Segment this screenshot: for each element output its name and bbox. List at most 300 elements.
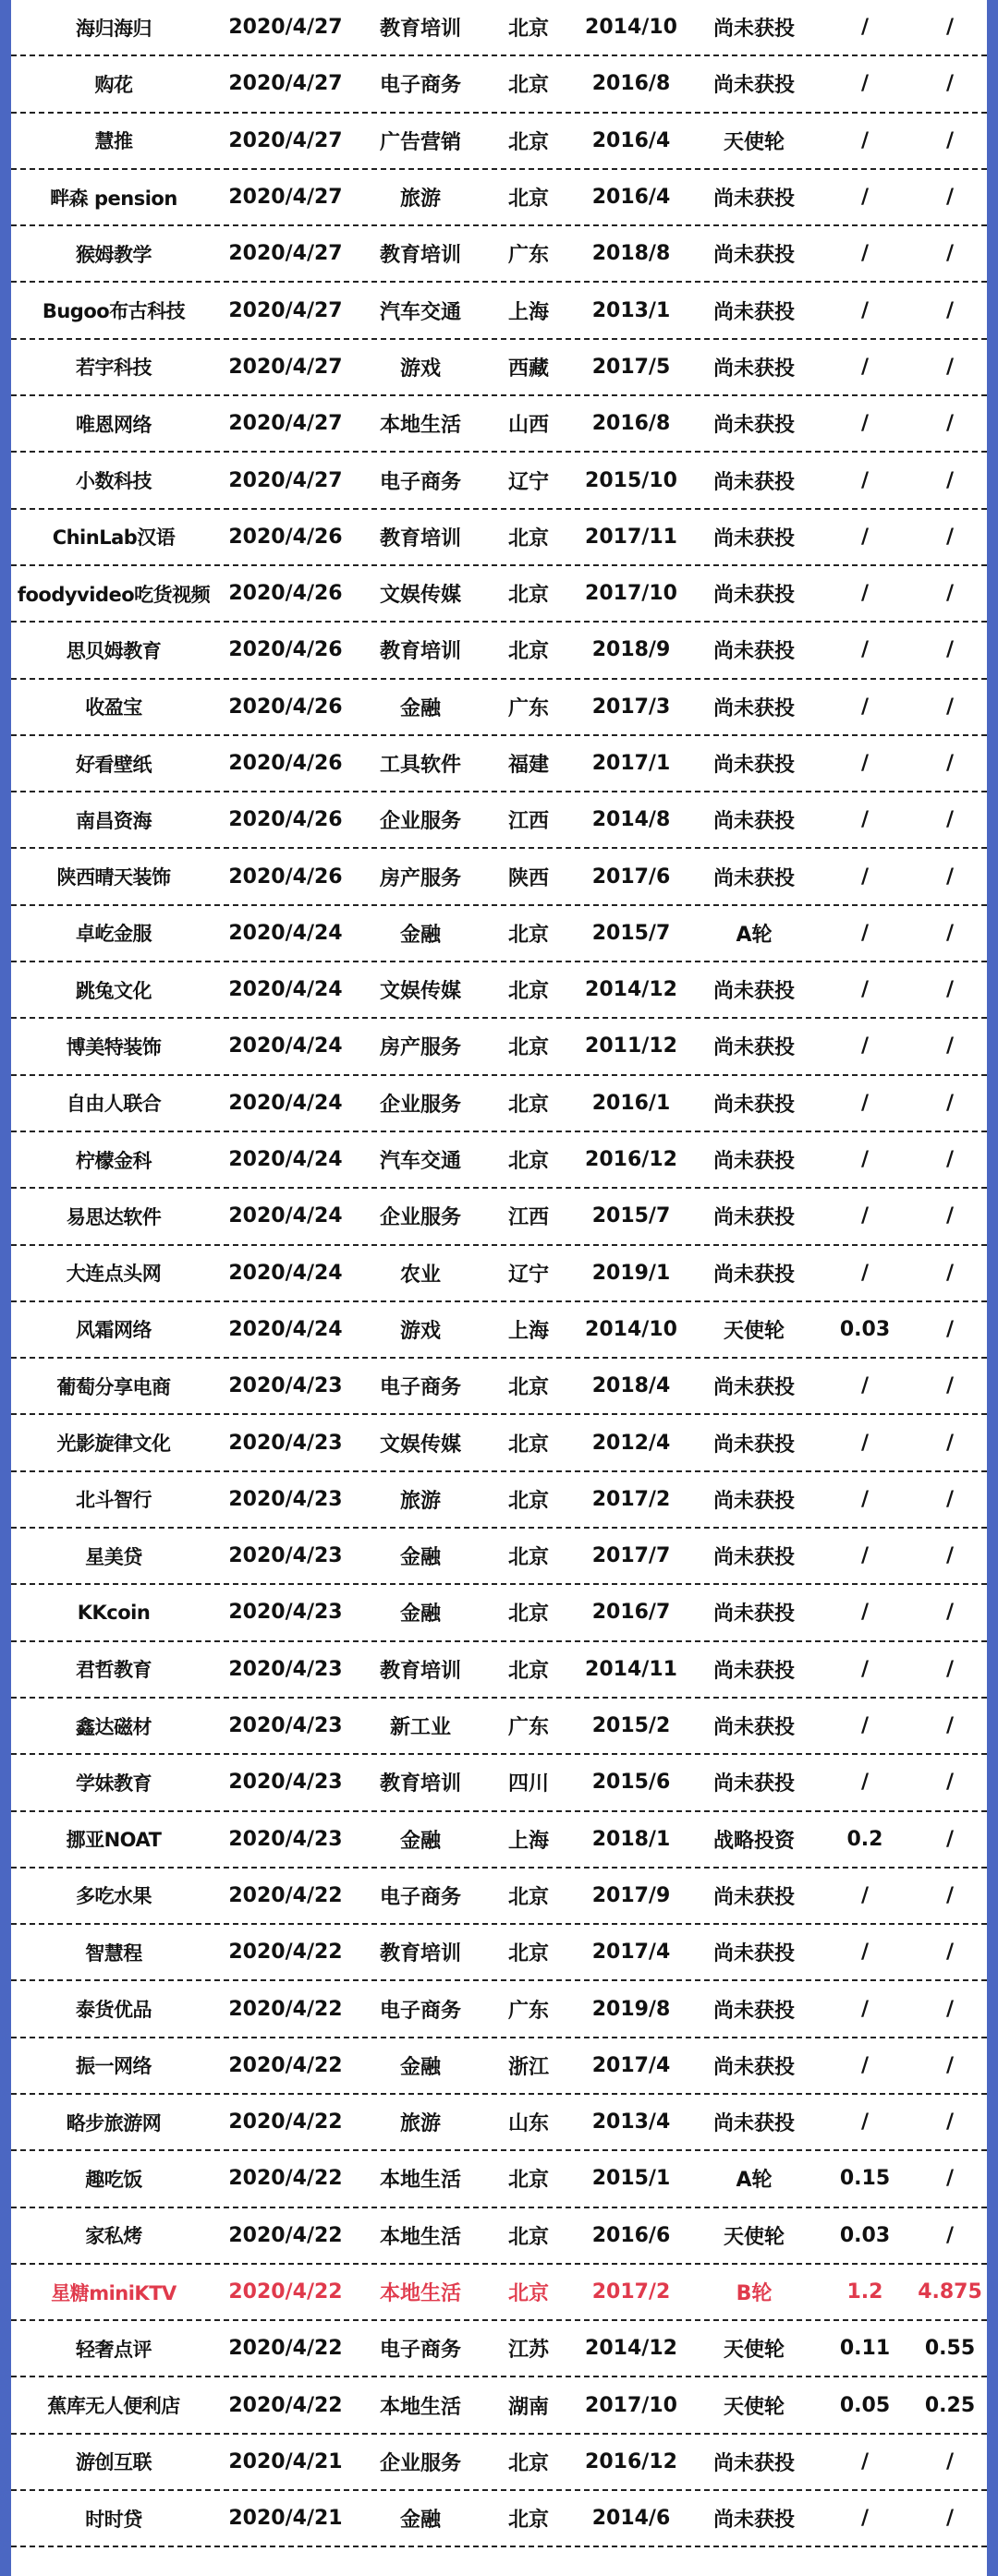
date-cell: 2020/4/24 [228, 1034, 343, 1058]
industry-cell: 文娱传媒 [379, 980, 461, 1004]
round-cell: 尚未获投 [712, 526, 795, 550]
company-name-cell: 光影旋律文化 [56, 1433, 171, 1456]
industry-cell: 电子商务 [379, 2339, 461, 2363]
table-row [11, 792, 987, 849]
founded-cell: 2018/9 [591, 638, 671, 662]
company-name-cell: 葡萄分享电商 [56, 1375, 171, 1398]
amount-cell: / [860, 355, 870, 379]
round-cell: 尚未获投 [712, 2112, 795, 2136]
founded-cell: 2014/11 [585, 1657, 677, 1681]
region-cell: 北京 [507, 2169, 549, 2193]
valuation-cell: / [945, 1431, 955, 1455]
founded-cell: 2013/4 [591, 2110, 671, 2135]
region-cell: 陕西 [507, 866, 549, 890]
date-cell: 2020/4/22 [228, 2053, 343, 2077]
valuation-cell: / [945, 1771, 955, 1795]
table-row [11, 2435, 987, 2491]
region-cell: 湖南 [507, 2395, 549, 2419]
region-cell: 广东 [507, 1999, 549, 2023]
industry-cell: 汽车交通 [379, 300, 461, 324]
company-name-cell: 收盈宝 [85, 696, 142, 720]
round-cell: 天使轮 [723, 1319, 785, 1343]
round-cell: 尚未获投 [712, 1885, 795, 1909]
region-cell: 北京 [507, 526, 549, 550]
valuation-cell: / [945, 412, 955, 436]
table-row [11, 623, 987, 679]
valuation-cell: / [945, 1091, 955, 1115]
amount-cell: / [860, 978, 870, 1002]
table-row [11, 453, 987, 509]
industry-cell: 房产服务 [379, 866, 461, 890]
table-row [11, 849, 987, 905]
company-name-cell: Bugoo布古科技 [42, 300, 186, 323]
table-row [11, 56, 987, 113]
table-row [11, 1076, 987, 1132]
amount-cell: / [860, 1771, 870, 1795]
date-cell: 2020/4/26 [228, 752, 343, 775]
valuation-cell: 0.25 [924, 2393, 976, 2417]
valuation-cell: / [945, 1034, 955, 1058]
industry-cell: 电子商务 [379, 74, 461, 98]
founded-cell: 2012/4 [591, 1431, 671, 1455]
amount-cell: / [860, 1261, 870, 1285]
valuation-cell: / [945, 2053, 955, 2077]
founded-cell: 2017/2 [591, 2280, 671, 2304]
industry-cell: 农业 [399, 1263, 441, 1287]
valuation-cell: / [945, 808, 955, 832]
region-cell: 浙江 [507, 2055, 549, 2079]
round-cell: 尚未获投 [712, 1433, 795, 1457]
date-cell: 2020/4/27 [228, 468, 343, 492]
founded-cell: 2016/8 [591, 72, 671, 96]
amount-cell: / [860, 2053, 870, 2077]
date-cell: 2020/4/24 [228, 1261, 343, 1285]
valuation-cell: / [945, 638, 955, 662]
company-name-cell: 大连点头网 [66, 1263, 162, 1286]
region-cell: 北京 [507, 1036, 549, 1060]
industry-cell: 企业服务 [379, 1206, 461, 1230]
date-cell: 2020/4/26 [228, 638, 343, 662]
amount-cell: / [860, 2110, 870, 2135]
industry-cell: 汽车交通 [379, 1150, 461, 1174]
valuation-cell: / [945, 1544, 955, 1568]
industry-cell: 电子商务 [379, 1999, 461, 2023]
date-cell: 2020/4/27 [228, 412, 343, 436]
amount-cell: / [860, 695, 870, 719]
founded-cell: 2014/10 [585, 1317, 677, 1341]
region-cell: 北京 [507, 2509, 549, 2533]
amount-cell: / [860, 1374, 870, 1398]
date-cell: 2020/4/27 [228, 355, 343, 379]
table-row [11, 1869, 987, 1925]
founded-cell: 2016/1 [591, 1091, 671, 1115]
industry-cell: 金融 [399, 2055, 441, 2079]
date-cell: 2020/4/22 [228, 1883, 343, 1907]
region-cell: 北京 [507, 1150, 549, 1174]
table-row [11, 1415, 987, 1471]
region-cell: 广东 [507, 1716, 549, 1740]
industry-cell: 电子商务 [379, 1376, 461, 1400]
date-cell: 2020/4/24 [228, 921, 343, 945]
founded-cell: 2015/6 [591, 1771, 671, 1795]
table-row [11, 736, 987, 792]
amount-cell: / [860, 412, 870, 436]
amount-cell: 1.2 [846, 2280, 883, 2304]
valuation-cell: / [945, 525, 955, 549]
round-cell: 尚未获投 [712, 584, 795, 608]
company-name-cell: 时时贷 [85, 2508, 142, 2531]
founded-cell: 2016/12 [585, 1148, 677, 1172]
table-row [11, 680, 987, 736]
table-row [11, 2095, 987, 2151]
table-row [11, 340, 987, 396]
valuation-cell: / [945, 865, 955, 889]
date-cell: 2020/4/26 [228, 808, 343, 832]
table-row [11, 1472, 987, 1529]
founded-cell: 2019/8 [591, 1997, 671, 2021]
company-table [11, 0, 987, 2547]
round-cell: 尚未获投 [712, 696, 795, 720]
amount-cell: / [860, 808, 870, 832]
region-cell: 江苏 [507, 2339, 549, 2363]
industry-cell: 金融 [399, 1829, 441, 1853]
date-cell: 2020/4/22 [228, 2280, 343, 2304]
round-cell: 天使轮 [723, 2225, 785, 2249]
founded-cell: 2016/6 [591, 2223, 671, 2247]
date-cell: 2020/4/27 [228, 72, 343, 96]
date-cell: 2020/4/23 [228, 1544, 343, 1568]
amount-cell: / [860, 242, 870, 266]
table-row [11, 2491, 987, 2547]
valuation-cell: / [945, 1997, 955, 2021]
amount-cell: / [860, 752, 870, 775]
region-cell: 福建 [507, 754, 549, 777]
company-name-cell: 卓屹金服 [76, 923, 152, 946]
valuation-cell: / [945, 72, 955, 96]
company-name-cell: 多吃水果 [76, 1885, 152, 1908]
round-cell: 尚未获投 [712, 74, 795, 98]
founded-cell: 2015/7 [591, 1204, 671, 1228]
amount-cell: / [860, 1148, 870, 1172]
date-cell: 2020/4/22 [228, 2393, 343, 2417]
founded-cell: 2014/12 [585, 978, 677, 1002]
valuation-cell: / [945, 1204, 955, 1228]
industry-cell: 文娱传媒 [379, 584, 461, 608]
company-name-cell: 慧推 [94, 130, 133, 153]
company-name-cell: 振一网络 [76, 2055, 152, 2078]
valuation-cell: / [945, 978, 955, 1002]
date-cell: 2020/4/26 [228, 525, 343, 549]
region-cell: 北京 [507, 923, 549, 947]
valuation-cell: / [945, 1601, 955, 1625]
valuation-cell: / [945, 355, 955, 379]
industry-cell: 金融 [399, 923, 441, 947]
founded-cell: 2017/10 [585, 582, 677, 606]
table-row [11, 1246, 987, 1302]
round-cell: 尚未获投 [712, 1546, 795, 1570]
date-cell: 2020/4/24 [228, 1091, 343, 1115]
table-row [11, 170, 987, 226]
date-cell: 2020/4/23 [228, 1771, 343, 1795]
table-row [11, 1755, 987, 1811]
round-cell: 天使轮 [723, 2395, 785, 2419]
amount-cell: / [860, 186, 870, 210]
amount-cell: / [860, 1091, 870, 1115]
region-cell: 北京 [507, 2282, 549, 2306]
round-cell: 尚未获投 [712, 18, 795, 42]
founded-cell: 2015/10 [585, 468, 677, 492]
table-row [11, 283, 987, 339]
founded-cell: 2013/1 [591, 298, 671, 322]
region-cell: 北京 [507, 1546, 549, 1570]
company-name-cell: 南昌资海 [76, 809, 152, 832]
founded-cell: 2016/7 [591, 1601, 671, 1625]
table-row [11, 566, 987, 623]
industry-cell: 房产服务 [379, 1036, 461, 1060]
table-row [11, 1585, 987, 1641]
table-row [11, 2208, 987, 2265]
amount-cell: 0.03 [839, 2223, 891, 2247]
date-cell: 2020/4/22 [228, 1941, 343, 1965]
industry-cell: 企业服务 [379, 1093, 461, 1117]
company-name-cell: 思贝姆教育 [66, 639, 162, 662]
table-row [11, 1642, 987, 1699]
valuation-cell: / [945, 2110, 955, 2135]
industry-cell: 本地生活 [379, 414, 461, 438]
date-cell: 2020/4/24 [228, 1204, 343, 1228]
valuation-cell: / [945, 186, 955, 210]
round-cell: 尚未获投 [712, 980, 795, 1004]
industry-cell: 金融 [399, 1546, 441, 1570]
amount-cell: / [860, 2507, 870, 2531]
company-name-cell: 小数科技 [76, 470, 152, 493]
table-row [11, 0, 987, 56]
region-cell: 上海 [507, 1319, 549, 1343]
founded-cell: 2014/6 [591, 2507, 671, 2531]
industry-cell: 教育培训 [379, 18, 461, 42]
founded-cell: 2017/9 [591, 1883, 671, 1907]
date-cell: 2020/4/27 [228, 186, 343, 210]
region-cell: 北京 [507, 1376, 549, 1400]
company-name-cell: 智慧程 [85, 1941, 142, 1965]
industry-cell: 金融 [399, 696, 441, 720]
amount-cell: / [860, 1883, 870, 1907]
round-cell: 尚未获投 [712, 810, 795, 834]
region-cell: 广东 [507, 244, 549, 268]
industry-cell: 教育培训 [379, 1659, 461, 1683]
date-cell: 2020/4/23 [228, 1601, 343, 1625]
founded-cell: 2017/3 [591, 695, 671, 719]
table-row [11, 1132, 987, 1189]
date-cell: 2020/4/24 [228, 1317, 343, 1341]
date-cell: 2020/4/26 [228, 695, 343, 719]
industry-cell: 旅游 [399, 187, 441, 212]
round-cell: 尚未获投 [712, 1489, 795, 1513]
round-cell: 尚未获投 [712, 640, 795, 664]
company-name-cell: 蕉库无人便利店 [47, 2395, 180, 2418]
industry-cell: 电子商务 [379, 1885, 461, 1909]
amount-cell: 0.05 [839, 2393, 891, 2417]
region-cell: 北京 [507, 980, 549, 1004]
valuation-cell: / [945, 1657, 955, 1681]
valuation-cell: 0.55 [924, 2337, 976, 2361]
founded-cell: 2011/12 [585, 1034, 677, 1058]
region-cell: 北京 [507, 1602, 549, 1627]
date-cell: 2020/4/23 [228, 1374, 343, 1398]
round-cell: 尚未获投 [712, 470, 795, 494]
date-cell: 2020/4/22 [228, 2167, 343, 2191]
region-cell: 上海 [507, 1829, 549, 1853]
region-cell: 辽宁 [507, 1263, 549, 1287]
industry-cell: 金融 [399, 2509, 441, 2533]
table-row [11, 510, 987, 566]
round-cell: 尚未获投 [712, 1150, 795, 1174]
round-cell: 尚未获投 [712, 1716, 795, 1740]
region-cell: 北京 [507, 1659, 549, 1683]
company-name-cell: 泰货优品 [76, 1999, 152, 2022]
valuation-cell: / [945, 1487, 955, 1511]
founded-cell: 2017/4 [591, 1941, 671, 1965]
founded-cell: 2016/4 [591, 128, 671, 152]
amount-cell: / [860, 525, 870, 549]
amount-cell: / [860, 582, 870, 606]
date-cell: 2020/4/22 [228, 2110, 343, 2135]
date-cell: 2020/4/22 [228, 1997, 343, 2021]
round-cell: 尚未获投 [712, 1376, 795, 1400]
table-row [11, 226, 987, 283]
industry-cell: 教育培训 [379, 526, 461, 550]
amount-cell: 0.03 [839, 1317, 891, 1341]
founded-cell: 2017/2 [591, 1487, 671, 1511]
round-cell: 尚未获投 [712, 2055, 795, 2079]
company-name-cell: 星糖miniKTV [51, 2281, 176, 2304]
amount-cell: / [860, 921, 870, 945]
company-name-cell: foodyvideo吃货视频 [17, 583, 211, 606]
amount-cell: / [860, 1601, 870, 1625]
table-row [11, 2038, 987, 2095]
table-row [11, 962, 987, 1019]
round-cell: 尚未获投 [712, 1942, 795, 1966]
round-cell: A轮 [736, 923, 773, 947]
industry-cell: 本地生活 [379, 2169, 461, 2193]
valuation-cell: / [945, 2507, 955, 2531]
amount-cell: / [860, 1714, 870, 1738]
company-name-cell: 自由人联合 [66, 1093, 162, 1116]
region-cell: 北京 [507, 1489, 549, 1513]
table-row [11, 1699, 987, 1755]
founded-cell: 2016/8 [591, 412, 671, 436]
company-name-cell: 猴姆教学 [76, 243, 152, 266]
founded-cell: 2017/10 [585, 2393, 677, 2417]
table-row [11, 396, 987, 453]
table-row [11, 1925, 987, 1981]
amount-cell: / [860, 1657, 870, 1681]
round-cell: 尚未获投 [712, 1772, 795, 1796]
founded-cell: 2017/1 [591, 752, 671, 775]
date-cell: 2020/4/27 [228, 128, 343, 152]
date-cell: 2020/4/24 [228, 1148, 343, 1172]
industry-cell: 企业服务 [379, 2451, 461, 2475]
date-cell: 2020/4/26 [228, 865, 343, 889]
region-cell: 江西 [507, 1206, 549, 1230]
round-cell: 尚未获投 [712, 187, 795, 212]
founded-cell: 2017/6 [591, 865, 671, 889]
valuation-cell: / [945, 1261, 955, 1285]
valuation-cell: / [945, 242, 955, 266]
valuation-cell: / [945, 582, 955, 606]
round-cell: 尚未获投 [712, 2451, 795, 2475]
round-cell: 尚未获投 [712, 2509, 795, 2533]
date-cell: 2020/4/23 [228, 1487, 343, 1511]
amount-cell: / [860, 1204, 870, 1228]
table-row [11, 906, 987, 962]
date-cell: 2020/4/22 [228, 2223, 343, 2247]
company-name-cell: 好看壁纸 [76, 753, 152, 776]
industry-cell: 金融 [399, 1602, 441, 1627]
round-cell: 尚未获投 [712, 1036, 795, 1060]
industry-cell: 新工业 [389, 1716, 451, 1740]
founded-cell: 2014/10 [585, 16, 677, 40]
valuation-cell: / [945, 128, 955, 152]
valuation-cell: / [945, 2223, 955, 2247]
round-cell: 尚未获投 [712, 754, 795, 777]
amount-cell: / [860, 1997, 870, 2021]
founded-cell: 2016/4 [591, 186, 671, 210]
table-row [11, 2265, 987, 2321]
company-name-cell: 挪亚NOAT [66, 1829, 162, 1852]
founded-cell: 2018/1 [591, 1827, 671, 1851]
date-cell: 2020/4/26 [228, 582, 343, 606]
industry-cell: 工具软件 [379, 754, 461, 777]
round-cell: 尚未获投 [712, 300, 795, 324]
date-cell: 2020/4/22 [228, 2337, 343, 2361]
amount-cell: / [860, 1544, 870, 1568]
founded-cell: 2017/7 [591, 1544, 671, 1568]
region-cell: 四川 [507, 1772, 549, 1796]
founded-cell: 2018/4 [591, 1374, 671, 1398]
region-cell: 北京 [507, 1433, 549, 1457]
table-row [11, 1981, 987, 2038]
founded-cell: 2015/7 [591, 921, 671, 945]
round-cell: 尚未获投 [712, 1999, 795, 2023]
industry-cell: 本地生活 [379, 2395, 461, 2419]
region-cell: 西藏 [507, 357, 549, 381]
valuation-cell: / [945, 2449, 955, 2473]
table-row [11, 114, 987, 170]
round-cell: 战略投资 [712, 1829, 795, 1853]
date-cell: 2020/4/24 [228, 978, 343, 1002]
company-name-cell: KKcoin [77, 1601, 151, 1624]
company-name-cell: 易思达软件 [66, 1205, 162, 1228]
industry-cell: 企业服务 [379, 810, 461, 834]
industry-cell: 电子商务 [379, 470, 461, 494]
valuation-cell: / [945, 2167, 955, 2191]
date-cell: 2020/4/23 [228, 1657, 343, 1681]
date-cell: 2020/4/23 [228, 1431, 343, 1455]
amount-cell: 0.15 [839, 2167, 891, 2191]
company-name-cell: ChinLab汉语 [52, 526, 176, 550]
company-name-cell: 柠檬金科 [76, 1149, 152, 1172]
company-name-cell: 略步旅游网 [66, 2111, 162, 2135]
round-cell: 尚未获投 [712, 1206, 795, 1230]
valuation-cell: / [945, 1883, 955, 1907]
company-name-cell: 星美贷 [85, 1545, 142, 1568]
table-row [11, 1302, 987, 1359]
industry-cell: 本地生活 [379, 2225, 461, 2249]
founded-cell: 2018/8 [591, 242, 671, 266]
company-name-cell: 北斗智行 [76, 1489, 152, 1512]
table-row [11, 2151, 987, 2207]
